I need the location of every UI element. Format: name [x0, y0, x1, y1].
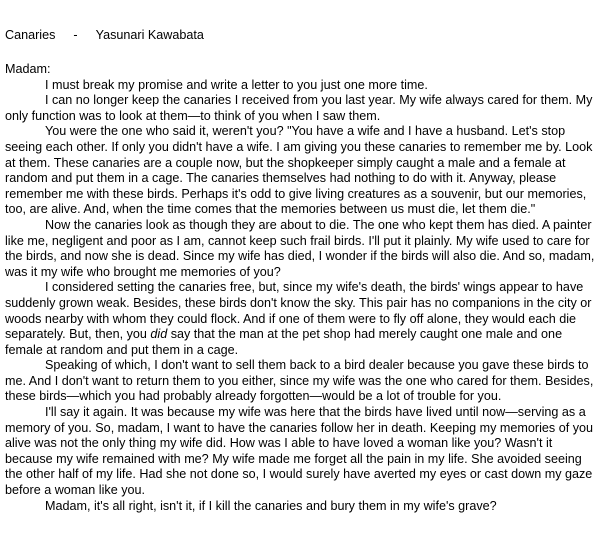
paragraph-4: Now the canaries look as though they are about to die. The one who kept them has died. A painter like me, negligent and poor as I am, cannot keep such frail birds. I'll put it plainly. My wife used to care for the birds, and now she is dead. Since my wife has died, I wonder if the birds will also die. And so, madam, was it my wife who brought me memories of you? — [5, 217, 595, 279]
title-line — [5, 28, 597, 44]
paragraph-3: You were the one who said it, weren't you? "You have a wife and I have a husband. Let's stop seeing each other. If only you didn't have a wife. I am giving you these canaries to remember me by. Look at them. These canaries are a couple now, but the shopkeeper simply caught a male and a female at random and put them in a cage. The canaries themselves had nothing to do with it. Anyway, please remember me with these birds. Perhaps it's odd to give living creatures as a souvenir, but our memories, too, are alive. And, when the time comes that the memories between us must die, let them die." — [5, 124, 593, 217]
paragraph-5-emphasis: did — [150, 327, 168, 342]
paragraph-5 — [5, 280, 597, 358]
paragraph-7: I'll say it again. It was because my wife was here that the birds have lived until now—serving as a memory of you. So, madam, I want to have the canaries follow her in death. Keeping my memories of you alive was not the only thing my wife did. How was I able to have loved a woman like you? Wasn't it because my wife remained with me? My wife made me forget all the pain in my life. She avoided seeing the other half of my life. Had she not done so, I would surely have averted my eyes or cast down my gaze before a woman like you. — [5, 405, 593, 498]
salutation: Madam: — [5, 62, 51, 76]
paragraph-6: Speaking of which, I don't want to sell them back to a bird dealer because you gave these birds to me. And I don't want to return them to you either, since my wife was the one who cared for them. Besides, these birds—which you had probably already forgotten—would be a lot of trouble for you. — [5, 358, 594, 404]
paragraph-5-before: I considered setting the canaries free, but, since my wife's death, the birds' wings appear to have suddenly grown weak. Besides, these birds don't know the sky. This pair has no companions in the city or woods nearby with whom they could flock. And if one of them were to fly off alone, they would each die separately. But, then, you — [5, 280, 592, 342]
paragraph-5-after: say that the man at the pet shop had merely caught one male and one female at random and put them in a cage. — [5, 327, 563, 357]
story-author: Yasunari Kawabata — [95, 28, 204, 42]
letter-document — [5, 28, 597, 514]
paragraph-2: I can no longer keep the canaries I received from you last year. My wife always cared for them. My only function was to look at them—to think of you when I saw them. — [5, 93, 593, 123]
story-title: Canaries — [5, 28, 56, 42]
title-separator: - — [73, 28, 78, 42]
paragraph-1: I must break my promise and write a letter to you just one more time. — [45, 77, 428, 92]
paragraph-8: Madam, it's all right, isn't it, if I kill the canaries and bury them in my wife's grave? — [45, 498, 497, 513]
